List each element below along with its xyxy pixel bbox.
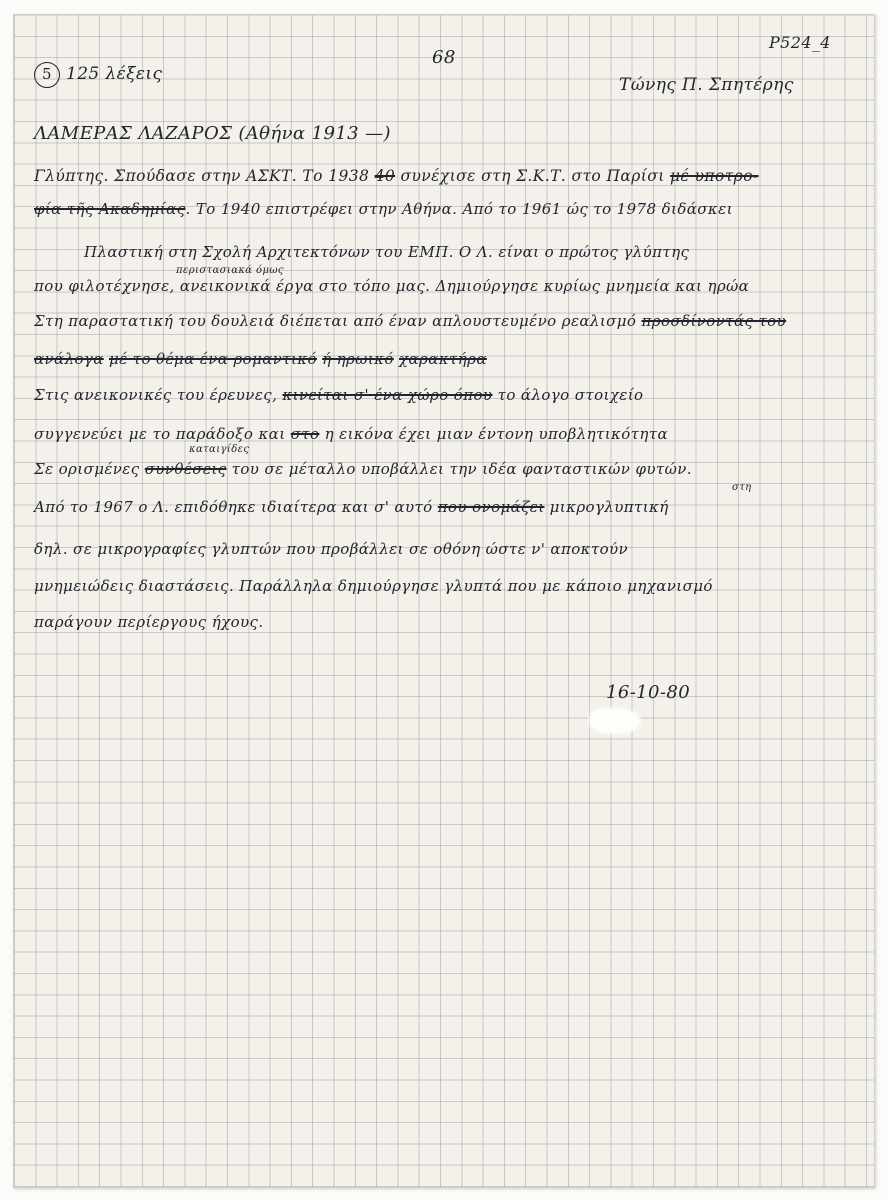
reference-code: Ρ524_4 bbox=[769, 33, 831, 52]
struck-text: ή ηρωικό bbox=[322, 350, 394, 368]
word-count-note bbox=[34, 62, 162, 88]
text-line-9 bbox=[34, 460, 692, 478]
text-segment: ανεικονικά έργα στο τόπο μας. Δημιούργησε κυρίως μνημεία και ηρώα bbox=[179, 277, 750, 295]
correction-fluid-mark bbox=[589, 708, 641, 734]
date-signature: 16-10-80 bbox=[606, 682, 691, 703]
circled-number: 5 bbox=[34, 62, 60, 88]
text-line-4: που φιλοτέχνησε, ανεικονικά έργα στο τόπο μας. Δημιούργησε κυρίως μνημεία και ηρώα bbox=[34, 277, 750, 295]
text-line-13 bbox=[34, 613, 264, 631]
text-segment: στατική του δουλειά διέπεται από έναν απλουστευμένο ρεαλισμό bbox=[108, 312, 637, 330]
text-line-5 bbox=[34, 312, 786, 330]
struck-text: ανάλογα bbox=[34, 350, 104, 368]
text-segment: παράγουν περίεργους ήχους. bbox=[34, 613, 264, 631]
text-line-8 bbox=[34, 425, 668, 443]
struck-text: φία τῆς Ακαδημίας bbox=[34, 200, 186, 218]
text-segment: Στη παρα bbox=[34, 312, 109, 330]
struck-text: μέ υποτρο- bbox=[670, 167, 759, 185]
text-line-7 bbox=[34, 386, 643, 404]
text-segment: το άλογο στοιχείο bbox=[497, 386, 644, 404]
text-segment: Από το 1967 ο Λ. επιδόθηκε ιδιαίτερα και σ' αυτό bbox=[34, 498, 433, 516]
struck-text: συνθέσεις bbox=[144, 460, 227, 478]
text-line-2: φία τῆς Ακαδημίας. Το 1940 επιστρέφει στην Αθήνα. Από το 1961 ώς το 1978 διδάσκει bbox=[34, 200, 733, 218]
struck-text: χαρακτήρα bbox=[399, 350, 487, 368]
struck-text: μέ το θέμα ένα ρομαντικό bbox=[108, 350, 317, 368]
text-segment: Γλύπτης. Σπούδασε στην ΑΣΚΤ. Το 1938 bbox=[34, 167, 370, 185]
text-segment: η εικόνα έχει μιαν έντονη υποβλητικότητα bbox=[324, 425, 668, 443]
text-segment: συνέχισε στη Σ.Κ.Τ. στο Παρίσι bbox=[400, 167, 665, 185]
struck-text: στο bbox=[290, 425, 320, 443]
manuscript-sheet bbox=[13, 14, 875, 1188]
text-line-3 bbox=[84, 243, 689, 261]
page-number: 68 bbox=[432, 47, 456, 68]
text-line-10 bbox=[34, 498, 669, 516]
text-segment: που φιλοτέχνησε bbox=[34, 277, 170, 295]
text-line-12 bbox=[34, 577, 713, 595]
text-line-11 bbox=[34, 540, 628, 558]
entry-title: ΛΑΜΕΡΑΣ ΛΑΖΑΡΟΣ (Αθήνα 1913 —) bbox=[34, 123, 391, 144]
struck-text: κινείται σ' ένα χώρο όπου bbox=[282, 386, 493, 404]
struck-text: που ονομάζει bbox=[437, 498, 545, 516]
text-line-6 bbox=[34, 350, 487, 368]
struck-text: προσδίνοντάς του bbox=[641, 312, 787, 330]
text-segment: Πλαστική στη Σχολή Αρχιτεκτόνων του ΕΜΠ. Ο Λ. είναι ο πρώτος γλύπτης bbox=[84, 243, 690, 261]
insertion-above-line-10: στη bbox=[732, 482, 752, 493]
author-name: Τώνης Π. Σπητέρης bbox=[619, 75, 794, 95]
text-segment: μνημειώδεις διαστάσεις. Παράλληλα δημιούργησε γλυπτά που με κάποιο μηχανισμό bbox=[34, 577, 713, 595]
struck-text: 40 bbox=[374, 167, 396, 185]
text-segment: Στις ανεικονικές του έρευνες, bbox=[34, 386, 278, 404]
text-segment: μικρογλυπτική bbox=[549, 498, 669, 516]
text-segment: του σε μέταλλο υποβάλλει την ιδέα φανταστικών φυτών. bbox=[231, 460, 692, 478]
text-segment: συγγενεύει με το παράδοξο και bbox=[34, 425, 286, 443]
word-count-text: 125 λέξεις bbox=[66, 64, 163, 84]
text-segment: Σε ορισμένες bbox=[34, 460, 140, 478]
insertion-above-line-9: καταιγίδες bbox=[189, 444, 250, 455]
insertion-above-line-4: περιστασιακά όμως bbox=[176, 265, 284, 276]
text-line-1 bbox=[34, 167, 759, 185]
text-segment: Το 1940 επιστρέφει στην Αθήνα. Από το 1961 ώς το 1978 διδάσκει bbox=[195, 200, 733, 218]
text-segment: δηλ. σε μικρογραφίες γλυπτών που προβάλλει σε οθόνη ώστε ν' αποκτούν bbox=[34, 540, 629, 558]
